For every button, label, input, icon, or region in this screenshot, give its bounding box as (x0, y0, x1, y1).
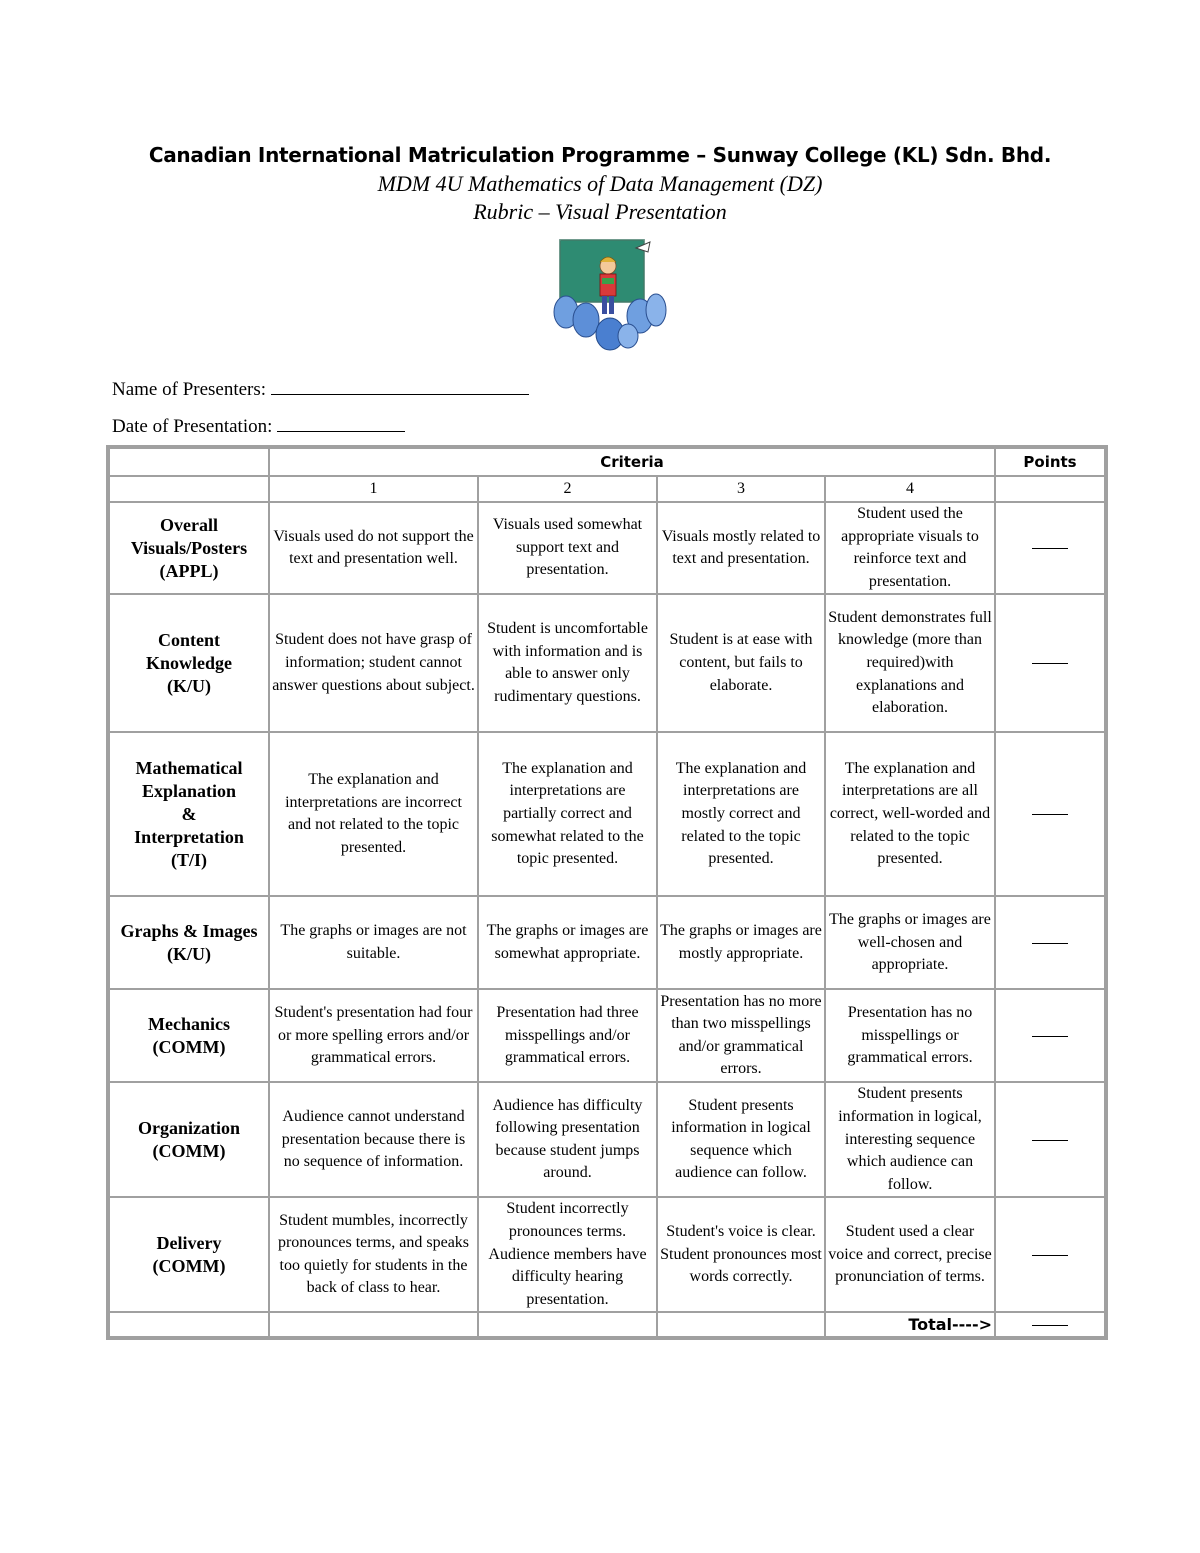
level-1-cell: Audience cannot understand presentation because there is no sequence of information. (269, 1082, 478, 1197)
criteria-header: Criteria (269, 448, 995, 476)
total-empty-cell (269, 1312, 478, 1337)
points-blank (1032, 1254, 1068, 1256)
total-points-cell[interactable] (995, 1312, 1105, 1337)
level-3-cell: Presentation has no more than two misspellings and/or grammatical errors. (657, 989, 825, 1082)
points-cell[interactable] (995, 1082, 1105, 1197)
table-row (109, 732, 1105, 896)
level-2-cell: Student is uncomfortable with information and is able to answer only rudimentary questions. (478, 594, 657, 732)
level-1-cell: Student mumbles, incorrectly pronounces terms, and speaks too quietly for students in the back of class to hear. (269, 1197, 478, 1312)
points-header: Points (995, 448, 1105, 476)
level-1-cell: The explanation and interpretations are incorrect and not related to the topic presented. (269, 732, 478, 896)
date-label: Date of Presentation: (112, 416, 273, 437)
criterion-cell: Mathematical Explanation & Interpretation (T/I) (109, 732, 269, 896)
organization-title: Canadian International Matriculation Programme – Sunway College (KL) Sdn. Bhd. (148, 143, 1052, 167)
date-input-line[interactable] (277, 415, 405, 432)
total-empty-cell (478, 1312, 657, 1337)
table-row (109, 989, 1105, 1082)
total-label: Total----> (825, 1312, 995, 1337)
levels-empty-cell (109, 476, 269, 502)
rubric-title: Rubric – Visual Presentation (473, 199, 727, 224)
criterion-cell: Content Knowledge (K/U) (109, 594, 269, 732)
points-blank (1032, 1139, 1068, 1141)
points-blank (1032, 813, 1068, 815)
level-2-cell: The graphs or images are somewhat appropriate. (478, 896, 657, 989)
criterion-cell: Graphs & Images (K/U) (109, 896, 269, 989)
level-1-cell: Student does not have grasp of information; student cannot answer questions about subject. (269, 594, 478, 732)
date-field (112, 415, 405, 438)
level-1-cell: Student's presentation had four or more spelling errors and/or grammatical errors. (269, 989, 478, 1082)
table-row (109, 1197, 1105, 1312)
points-cell[interactable] (995, 502, 1105, 594)
level-4-cell: Presentation has no misspellings or grammatical errors. (825, 989, 995, 1082)
level-4-cell: Student used a clear voice and correct, precise pronunciation of terms. (825, 1197, 995, 1312)
criterion-cell: Organization (COMM) (109, 1082, 269, 1197)
criterion-cell: Mechanics (COMM) (109, 989, 269, 1082)
level-2-cell: The explanation and interpretations are partially correct and somewhat related to the topic presented. (478, 732, 657, 896)
course-title: MDM 4U Mathematics of Data Management (DZ) (377, 171, 823, 196)
document-header (0, 140, 1200, 226)
level-4-cell: Student presents information in logical, interesting sequence which audience can follow. (825, 1082, 995, 1197)
presenters-field (112, 378, 529, 401)
points-blank (1032, 662, 1068, 664)
points-cell[interactable] (995, 594, 1105, 732)
table-row (109, 594, 1105, 732)
points-cell[interactable] (995, 896, 1105, 989)
level-1-cell: Visuals used do not support the text and presentation well. (269, 502, 478, 594)
points-cell[interactable] (995, 989, 1105, 1082)
rubric-table (106, 445, 1108, 1340)
level-2-cell: Visuals used somewhat support text and presentation. (478, 502, 657, 594)
level-3-cell: Student presents information in logical sequence which audience can follow. (657, 1082, 825, 1197)
level-4-cell: The graphs or images are well-chosen and appropriate. (825, 896, 995, 989)
level-3-cell: The explanation and interpretations are mostly correct and related to the topic presented. (657, 732, 825, 896)
level-1-header: 1 (269, 476, 478, 502)
table-row (109, 1082, 1105, 1197)
table-header-row (109, 448, 1105, 476)
points-blank (1032, 1035, 1068, 1037)
level-4-cell: Student demonstrates full knowledge (more than required)with explanations and elaboration. (825, 594, 995, 732)
level-4-cell: Student used the appropriate visuals to reinforce text and presentation. (825, 502, 995, 594)
total-empty-cell (657, 1312, 825, 1337)
points-cell[interactable] (995, 1197, 1105, 1312)
level-4-cell: The explanation and interpretations are all correct, well-worded and related to the topic presented. (825, 732, 995, 896)
level-2-cell: Student incorrectly pronounces terms. Audience members have difficulty hearing presentation. (478, 1197, 657, 1312)
level-3-cell: Visuals mostly related to text and presentation. (657, 502, 825, 594)
level-3-cell: Student's voice is clear. Student pronounces most words correctly. (657, 1197, 825, 1312)
criterion-cell: Overall Visuals/Posters (APPL) (109, 502, 269, 594)
total-points-blank (1032, 1324, 1068, 1326)
level-3-header: 3 (657, 476, 825, 502)
level-3-cell: The graphs or images are mostly appropriate. (657, 896, 825, 989)
points-empty-cell (995, 476, 1105, 502)
level-2-header: 2 (478, 476, 657, 502)
header-empty-cell (109, 448, 269, 476)
levels-row (109, 476, 1105, 502)
presenters-label: Name of Presenters: (112, 379, 267, 400)
presenters-input-line[interactable] (271, 378, 529, 395)
teacher-presentation-clipart (552, 238, 668, 354)
points-cell[interactable] (995, 732, 1105, 896)
criterion-cell: Delivery (COMM) (109, 1197, 269, 1312)
level-1-cell: The graphs or images are not suitable. (269, 896, 478, 989)
level-4-header: 4 (825, 476, 995, 502)
points-blank (1032, 942, 1068, 944)
points-blank (1032, 547, 1068, 549)
level-2-cell: Presentation had three misspellings and/or grammatical errors. (478, 989, 657, 1082)
total-empty-cell (109, 1312, 269, 1337)
table-row (109, 896, 1105, 989)
total-row (109, 1312, 1105, 1337)
level-2-cell: Audience has difficulty following presentation because student jumps around. (478, 1082, 657, 1197)
table-row (109, 502, 1105, 594)
level-3-cell: Student is at ease with content, but fails to elaborate. (657, 594, 825, 732)
